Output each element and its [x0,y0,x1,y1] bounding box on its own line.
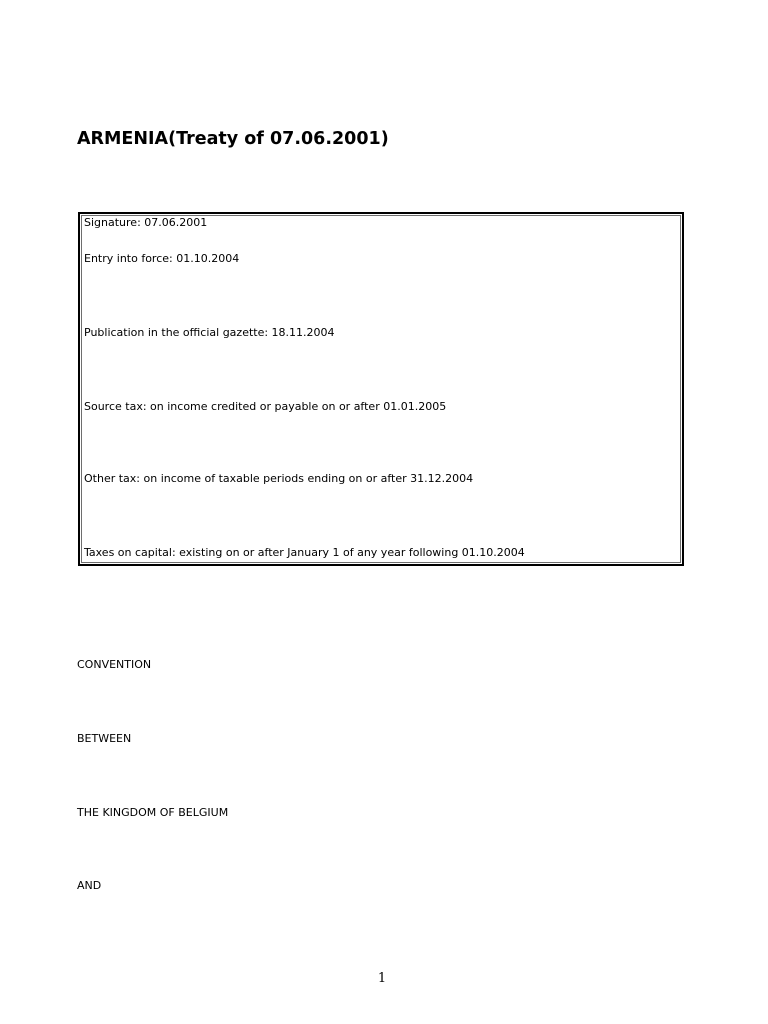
treaty-info-box [78,212,684,566]
taxes-on-capital-line: Taxes on capital: existing on or after January 1 of any year following 01.10.2004 [84,546,525,559]
other-tax-line: Other tax: on income of taxable periods ending on or after 31.12.2004 [84,472,474,485]
and-heading: AND [77,879,102,892]
page-number: 1 [377,971,387,986]
convention-heading: CONVENTION [77,658,152,671]
between-heading: BETWEEN [77,732,132,745]
kingdom-heading: THE KINGDOM OF BELGIUM [77,806,229,819]
source-tax-line: Source tax: on income credited or payable on or after 01.01.2005 [84,400,447,413]
signature-line: Signature: 07.06.2001 [84,216,208,229]
publication-line: Publication in the official gazette: 18.11.2004 [84,326,335,339]
document-title: ARMENIA(Treaty of 07.06.2001) [77,129,389,149]
entry-into-force-line: Entry into force: 01.10.2004 [84,252,240,265]
